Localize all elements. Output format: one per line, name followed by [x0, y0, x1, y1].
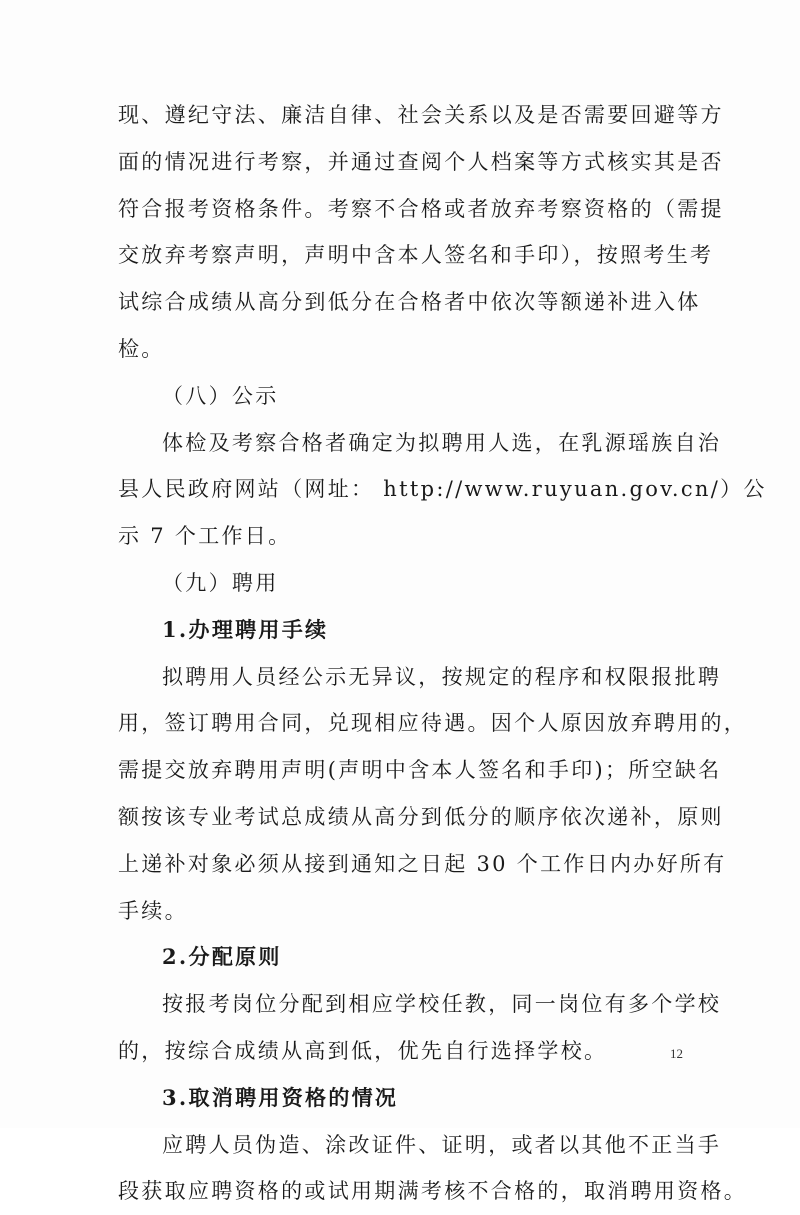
text-line: （九）聘用	[162, 570, 279, 595]
text-line: 检。	[118, 336, 165, 361]
text-line: 段获取应聘资格的或试用期满考核不合格的，取消聘用资格。	[118, 1179, 748, 1204]
text-line: 按报考岗位分配到相应学校任教，同一岗位有多个学校	[162, 992, 722, 1017]
text-line: 示 7 个工作日。	[118, 524, 292, 549]
text-line: 拟聘用人员经公示无异议，按规定的程序和权限报批聘	[162, 664, 722, 689]
text-line: 县人民政府网站（网址： http://www.ruyuan.gov.cn/）公	[118, 477, 767, 502]
text-line: 用，签订聘用合同，兑现相应待遇。因个人原因放弃聘用的，	[118, 711, 748, 736]
text-line: 面的情况进行考察，并通过查阅个人档案等方式核实其是否	[118, 149, 724, 174]
text-line: 需提交放弃聘用声明(声明中含本人签名和手印)；所空缺名	[118, 758, 722, 783]
text-line: 上递补对象必须从接到通知之日起 30 个工作日内办好所有	[118, 851, 727, 876]
text-line: 试综合成绩从高分到低分在合格者中依次等额递补进入体	[118, 290, 701, 315]
section-heading: 3.取消聘用资格的情况	[162, 1084, 399, 1110]
section-heading: 1.办理聘用手续	[162, 616, 329, 642]
text-line: 体检及考察合格者确定为拟聘用人选，在乳源瑶族自治	[162, 430, 722, 455]
text-line: （八）公示	[162, 383, 279, 408]
page-number: 12	[670, 1046, 683, 1061]
text-line: 额按该专业考试总成绩从高分到低分的顺序依次递补，原则	[118, 804, 724, 829]
text-line: 符合报考资格条件。考察不合格或者放弃考察资格的（需提	[118, 196, 724, 221]
text-line: 现、遵纪守法、廉洁自律、社会关系以及是否需要回避等方	[118, 103, 724, 127]
section-heading: 2.分配原则	[162, 944, 282, 970]
text-line: 应聘人员伪造、涂改证件、证明，或者以其他不正当手	[162, 1132, 722, 1157]
document-body	[118, 92, 767, 1215]
text-line: 交放弃考察声明，声明中含本人签名和手印），按照考生考	[118, 243, 714, 268]
text-line: 的，按综合成绩从高到低，优先自行选择学校。	[118, 1038, 608, 1063]
text-line: 手续。	[118, 898, 188, 923]
